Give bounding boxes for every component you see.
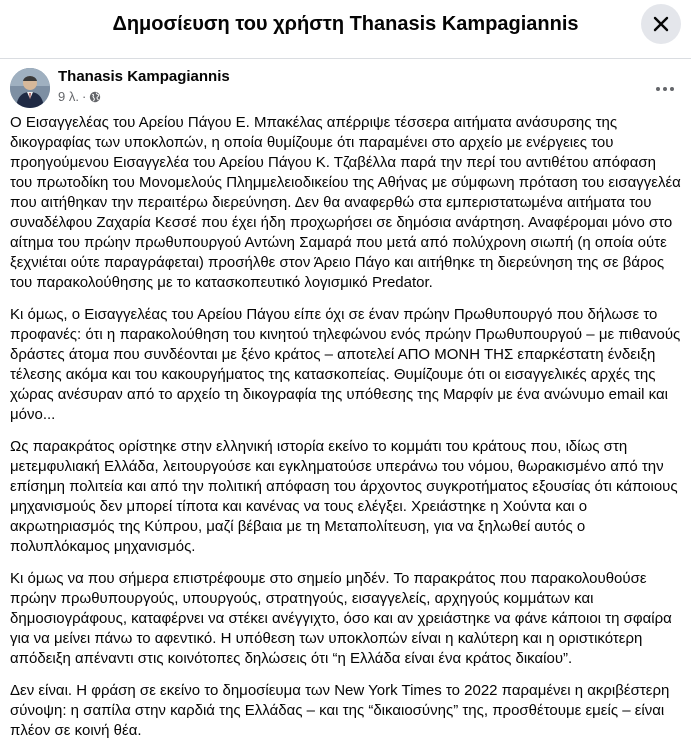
- close-icon: [652, 15, 670, 33]
- post-meta: [58, 89, 101, 105]
- dialog-title: Δημοσίευση του χρήστη Thanasis Kampagiannis: [112, 13, 579, 35]
- post-paragraph: Δεν είναι. Η φράση σε εκείνο το δημοσίευμα των New York Times το 2022 παραμένει η ακριβέστερη σύνοψη: η σαπίλα στην καρδιά της Ελλάδας – και της “δικαιοσύνης” της, προσθέτουμε εμείς – είναι πλέον σε κοινή θέα.: [10, 682, 670, 739]
- more-options-button[interactable]: [649, 72, 681, 92]
- close-button[interactable]: [641, 4, 681, 44]
- dialog-header: [0, 0, 691, 59]
- post-paragraph: Ο Εισαγγελέας του Αρείου Πάγου Ε. Μπακέλας απέρριψε τέσσερα αιτήματα ανάσυρσης της δικογραφίας των υποκλοπών, η οποία θυμίζουμε ότι παραμένει στο αρχείο με ενέργειες του προηγούμενου Εισαγγελέα του Αρείου Πάγου Κ. Τζαβέλλα παρά την περί του αντιθέτου απόφαση του πρωτοδίκη του Μονομελούς Πλημμελειοδικείου της Αθήνας με σύμφωνη πρόταση του εισαγγελέα που αιτήθηκαν την περαιτέρω διερεύνηση. Δεν θα αναφερθώ στα εμπεριστατωμένα αιτήματα του συναδέλφου Ζαχαρία Κεσσέ που έχει ήδη προχωρήσει σε δημόσια ανάρτηση. Αναφέρομαι μόνο στο αίτημα του πρώην πρωθυπουργού Αντώνη Σαμαρά που μετά από πολύχρονη σιωπή (η οποία ούτε ξεχνιέται ούτε παραγράφεται) προσήλθε στον Άρειο Πάγο και αιτήθηκε τη διερεύνηση της σε βάρος του παρακολούθησης με το κατασκοπευτικό λογισμικό Predator.: [10, 114, 681, 291]
- more-options-icon: [655, 79, 675, 85]
- meta-separator: ·: [81, 89, 87, 104]
- post-author-row: [10, 68, 681, 108]
- post-paragraph: Κι όμως να που σήμερα επιστρέφουμε στο σημείο μηδέν. Το παρακράτος που παρακολουθούσε πρώην πρωθυπουργούς, υπουργούς, στρατηγούς, εισαγγελείς, αρχηγούς κομμάτων και δημοσιογράφους, καταφέρνει να στέκει ανέγγιχτο, όσο και αν χρειάστηκε να φάνε κάποιοι τη σφαίρα για να μείνει πάνω το αφεντικό. Η υπόθεση των υποκλοπών είναι η καλύτερη και η οριστικότερη απόδειξη απέναντι στις κοινότοπες δηλώσεις ότι “η Ελλάδα είναι ένα κράτος δικαίου”.: [10, 570, 672, 667]
- post-timestamp[interactable]: 9 λ.: [58, 89, 79, 104]
- avatar[interactable]: [10, 68, 50, 108]
- post-paragraph: Κι όμως, ο Εισαγγελέας του Αρείου Πάγου είπε όχι σε έναν πρώην Πρωθυπουργό που δήλωσε το προφανές: ότι η παρακολούθηση του κινητού τηλεφώνου ενός πρώην Πρωθυπουργού – με πιθανούς δράστες άτομα που συνδέονται με ξένο κράτος – αποτελεί ΑΠΟ ΜΟΝΗ ΤΗΣ επαρκέστατη ένδειξη τέλεσης ακόμα και του κακουργήματος της κατασκοπείας. Θυμίζουμε ότι οι εισαγγελικές αρχές της χώρας ανέσυραν από το αρχείο τη δικογραφία της υπόθεσης της Μαρφίν με ένα ανώνυμο email και μόνο...: [10, 306, 681, 423]
- author-name[interactable]: Thanasis Kampagiannis: [58, 68, 230, 85]
- post-text: [10, 113, 682, 753]
- globe-icon[interactable]: [89, 91, 101, 103]
- post-paragraph: Ως παρακράτος ορίστηκε στην ελληνική ιστορία εκείνο το κομμάτι του κράτους που, ιδίως στη μετεμφυλιακή Ελλάδα, λειτουργούσε και εγκληματούσε υπεράνω του νόμου, θωρακισμένο από την επίσημη πολιτεία και από την πολιτική απόφαση του άρχοντος συγκροτήματος εξουσίας ότι κάποιους μηχανισμούς δεν μπορεί τίποτα και κανένας να τους ελέγξει. Χρειάστηκε η Χούντα και ο ακρωτηριασμός της Κύπρου, μαζί βέβαια με τη Μεταπολίτευση, για να ξηλωθεί αυτός ο πολυπλόκαμος μηχανισμός.: [10, 438, 678, 555]
